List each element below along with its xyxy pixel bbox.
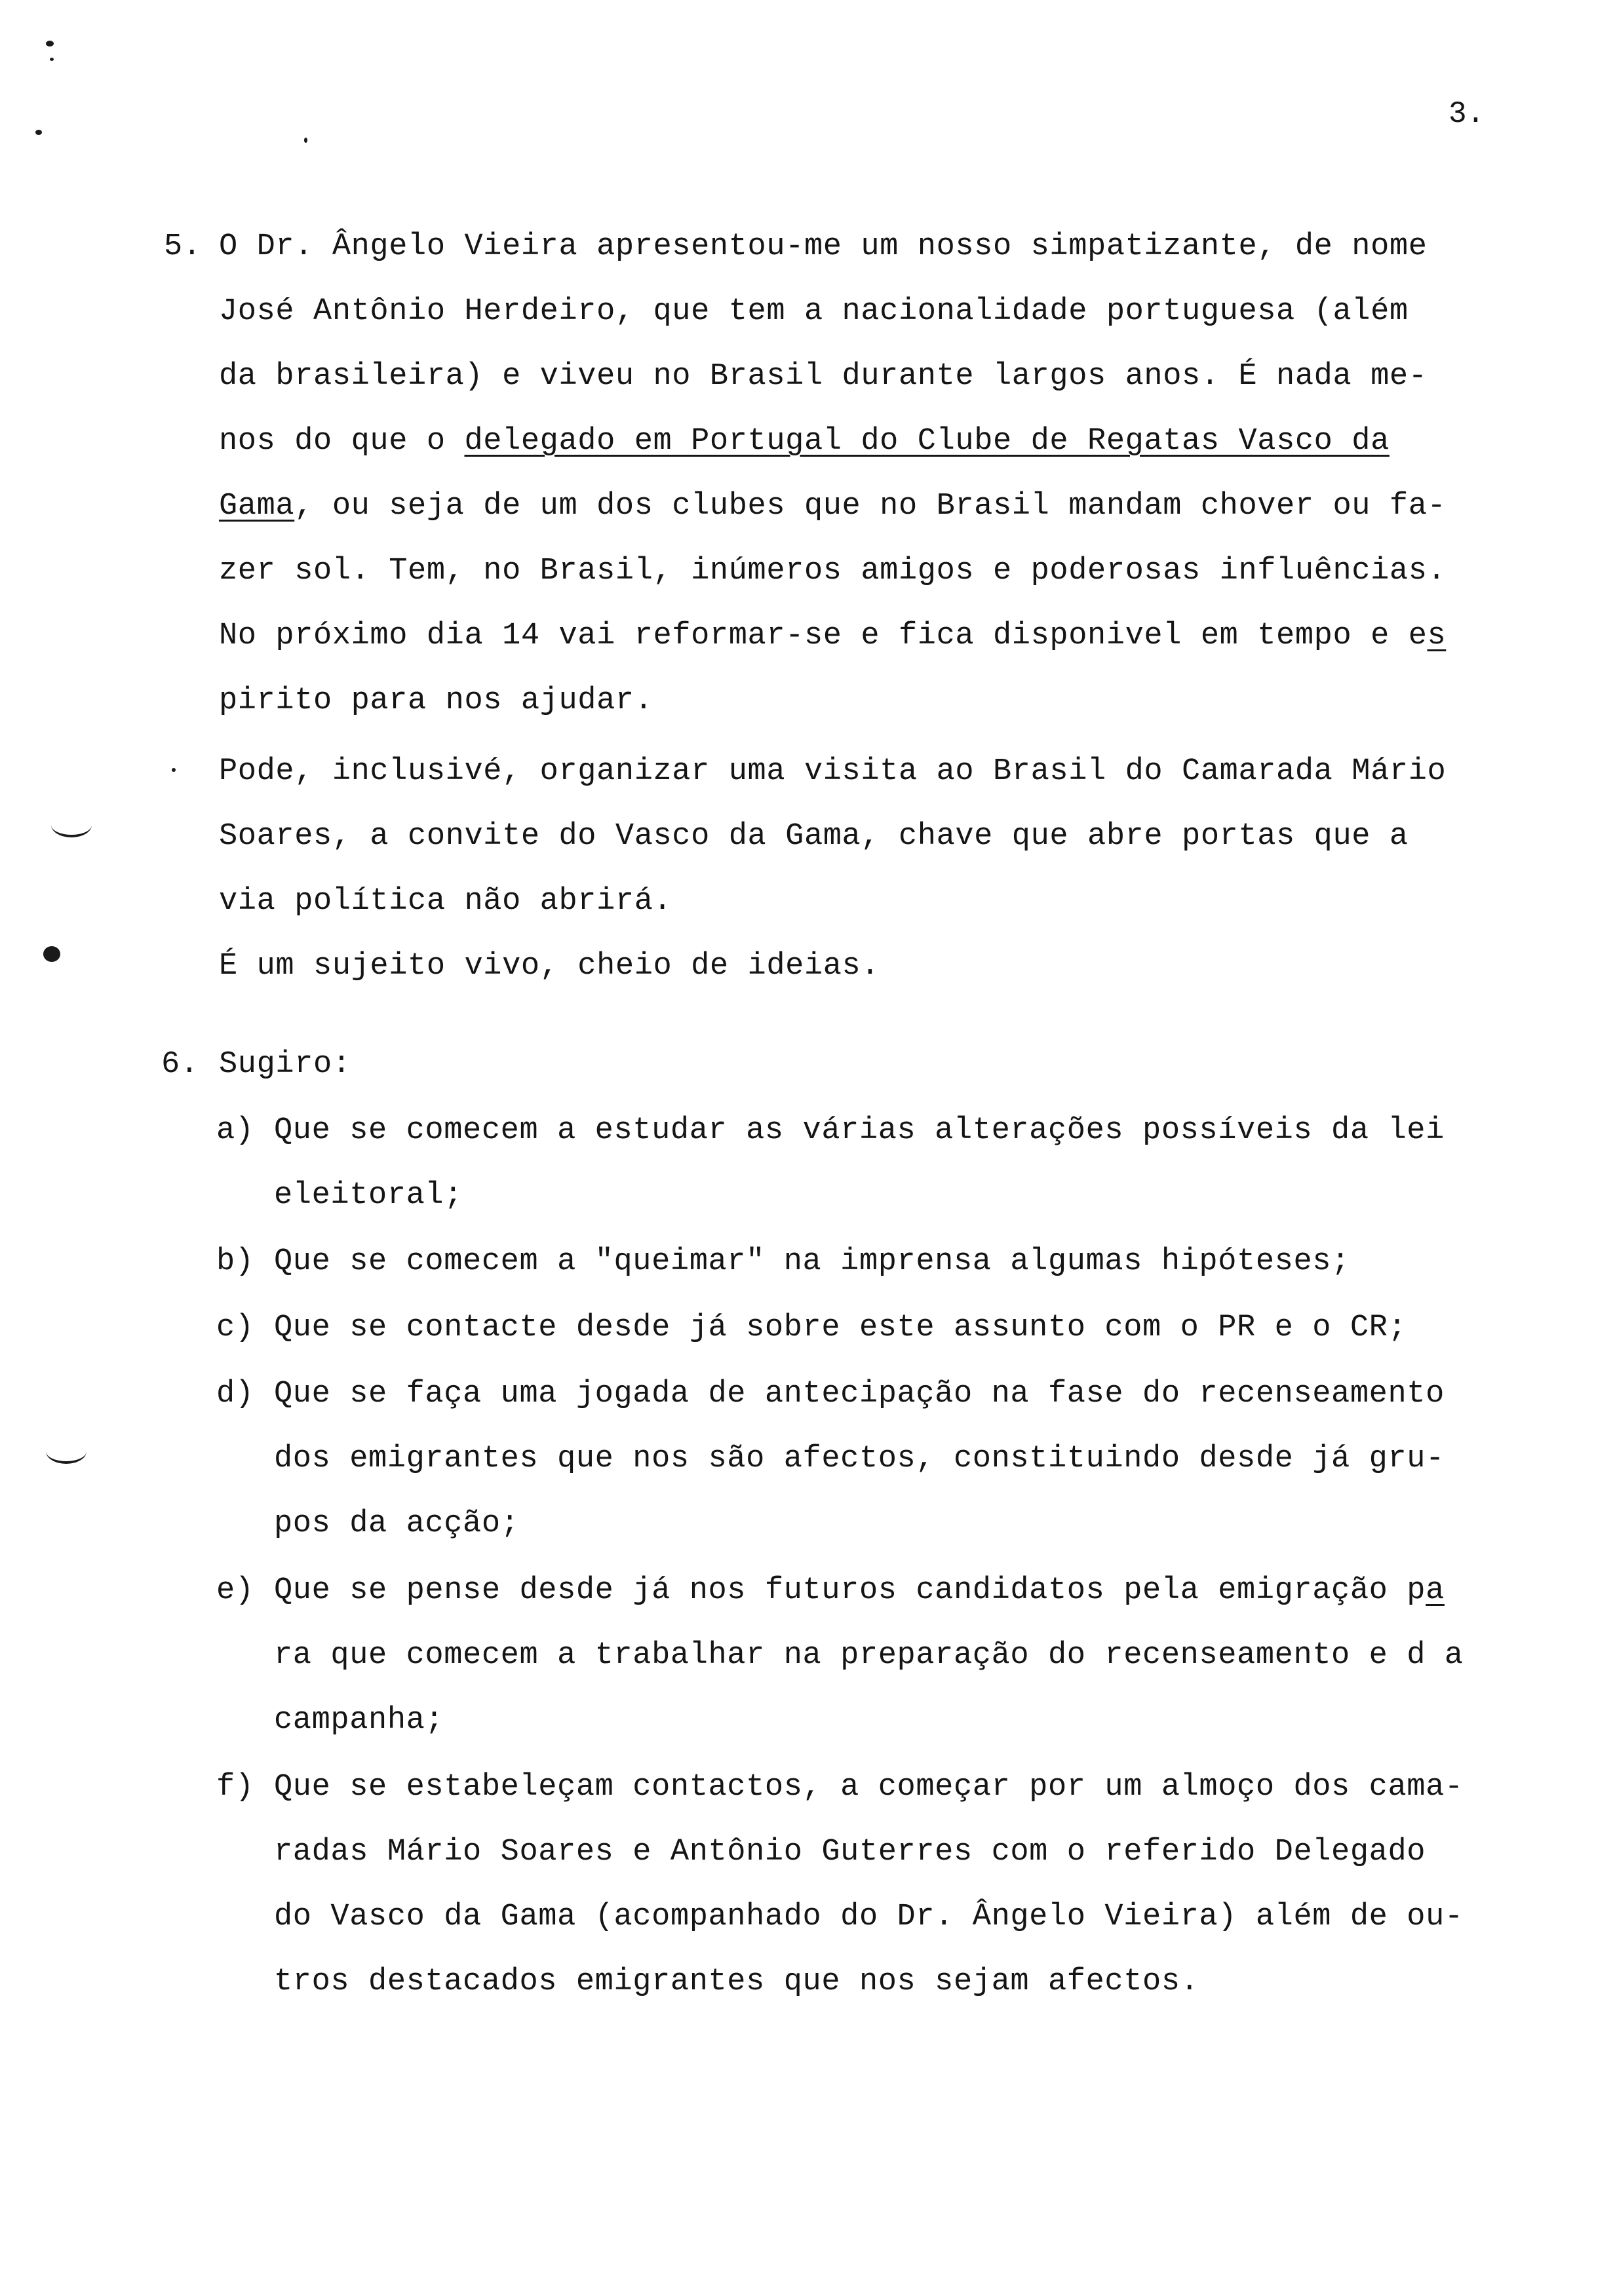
item6-b-line1: Que se comecem a "queimar" na imprensa algumas hipóteses; (274, 1244, 1350, 1279)
item6-e-line1-text: Que se pense desde já nos futuros candidatos pela emigração p (274, 1573, 1426, 1608)
item5-line12: É um sujeito vivo, cheio de ideias. (219, 949, 880, 984)
item5-line7-text: No próximo dia 14 vai reformar-se e fica disponivel em tempo e e (219, 619, 1428, 653)
item5-line6: zer sol. Tem, no Brasil, inúmeros amigos e poderosas influências. (219, 554, 1447, 588)
item5-line5-underlined: Gama (219, 489, 295, 524)
item6-e-line3: campanha; (274, 1703, 444, 1738)
item5-line5-text: , ou seja de um dos clubes que no Brasil mandam chover ou fa- (294, 489, 1447, 524)
item5-line10: Soares, a convite do Vasco da Gama, chave que abre portas que a (219, 819, 1409, 854)
item6-f-label: f) (216, 1770, 254, 1805)
item6-f-line2: radas Mário Soares e Antônio Guterres com o referido Delegado (274, 1835, 1426, 1869)
item5-number: 5. (164, 229, 202, 264)
item6-f-line3: do Vasco da Gama (acompanhado do Dr. Ângelo Vieira) além de ou- (274, 1900, 1464, 1934)
punch-mark-middle (43, 946, 60, 962)
item6-a-line2: eleitoral; (274, 1178, 463, 1213)
page-number: 3. (1449, 97, 1485, 131)
binder-arc-mark-upper (51, 813, 92, 837)
item6-e-label: e) (216, 1573, 254, 1608)
item5-line3: da brasileira) e viveu no Brasil durante largos anos. É nada me- (219, 359, 1428, 394)
item5-line1: O Dr. Ângelo Vieira apresentou-me um nosso simpatizante, de nome (219, 229, 1428, 264)
item6-d-line3: pos da acção; (274, 1506, 520, 1541)
item6-a-label: a) (216, 1113, 254, 1148)
item6-e-line1-underlined: a (1426, 1573, 1445, 1608)
item5-line7 (219, 617, 1446, 656)
margin-dot (172, 768, 176, 772)
item6-d-line1: Que se faça uma jogada de antecipação na fase do recenseamento (274, 1377, 1445, 1411)
item6-number: 6. (161, 1047, 199, 1082)
item6-d-label: d) (216, 1377, 254, 1411)
item5-line11: via política não abrirá. (219, 884, 672, 919)
item6-heading: Sugiro: (219, 1047, 351, 1082)
item6-e-line2: ra que comecem a trabalhar na preparação do recenseamento e d a (274, 1638, 1464, 1673)
item6-c-line1: Que se contacte desde já sobre este assunto com o PR e o CR; (274, 1311, 1407, 1345)
item5-line5 (219, 487, 1446, 526)
item6-c-label: c) (216, 1311, 254, 1345)
item5-line4-underlined: delegado em Portugal do Clube de Regatas Vasco da (464, 424, 1390, 459)
punch-mark-second (35, 130, 42, 135)
item6-e-line1 (274, 1571, 1445, 1611)
item5-line2: José Antônio Herdeiro, que tem a nacionalidade portuguesa (além (219, 294, 1409, 329)
item5-line7-underlined: s (1427, 619, 1447, 653)
binder-arc-mark-lower (46, 1439, 87, 1464)
item5-line4-text: nos do que o (219, 424, 465, 459)
item5-line8: pirito para nos ajudar. (219, 683, 653, 718)
item6-a-line1: Que se comecem a estudar as várias alterações possíveis da lei (274, 1113, 1445, 1148)
punch-mark-top (46, 41, 54, 47)
punch-mark-top-small (50, 58, 54, 61)
item5-line4 (219, 422, 1390, 461)
item5-line9: Pode, inclusivé, organizar uma visita ao Brasil do Camarada Mário (219, 754, 1447, 789)
punch-mark-dot (304, 138, 307, 143)
item6-f-line4: tros destacados emigrantes que nos sejam afectos. (274, 1964, 1199, 1999)
item6-d-line2: dos emigrantes que nos são afectos, constituindo desde já gru- (274, 1442, 1445, 1476)
item6-f-line1: Que se estabeleçam contactos, a começar por um almoço dos cama- (274, 1770, 1464, 1805)
item6-b-label: b) (216, 1244, 254, 1279)
